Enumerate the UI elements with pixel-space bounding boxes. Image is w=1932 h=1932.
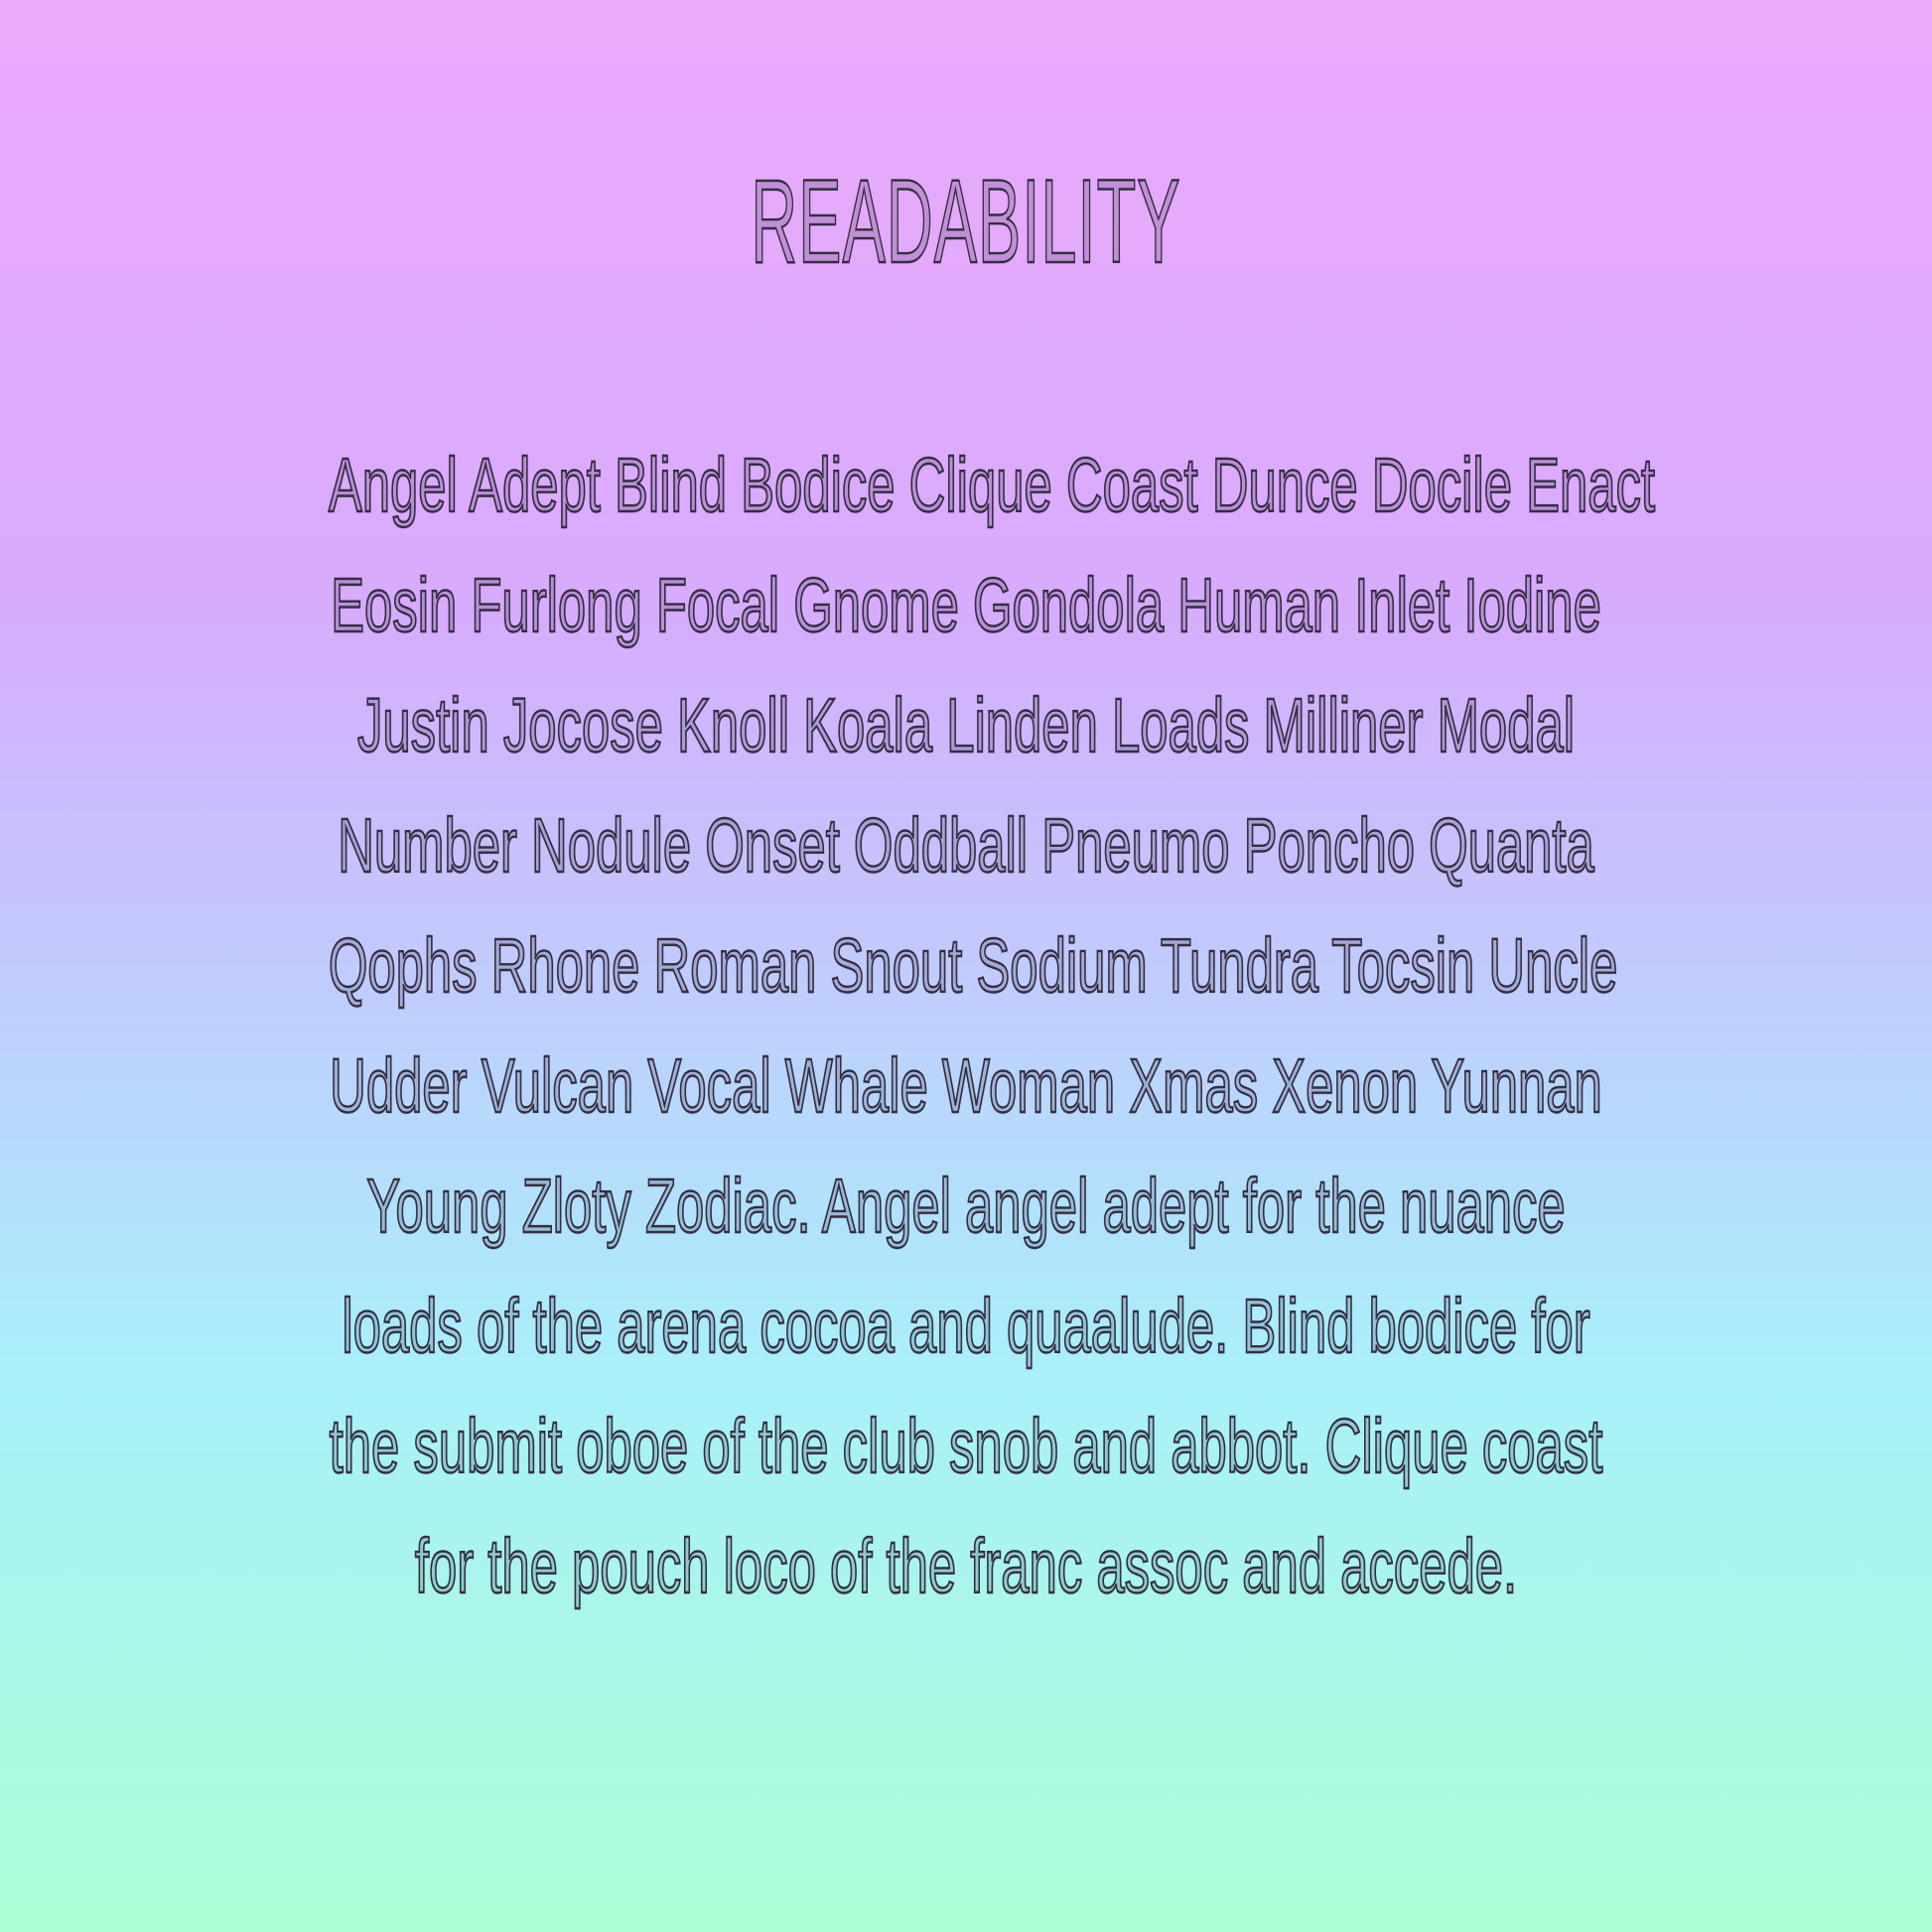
specimen-line: Number Nodule Onset Oddball Pneumo Poncho Quanta [338,803,1594,889]
specimen-line: Eosin Furlong Focal Gnome Gondola Human Inlet Iodine [331,563,1601,648]
specimen-line: Udder Vulcan Vocal Whale Woman Xmas Xenon Yunnan [330,1043,1602,1129]
specimen-line: for the pouch loco of the franc assoc and accede. [414,1524,1518,1609]
specimen-text-block [0,426,1932,1627]
page-title: READABILITY [751,155,1181,288]
specimen-line: Justin Jocose Knoll Koala Linden Loads Milliner Modal [356,683,1576,768]
specimen-line: Qophs Rhone Roman Snout Sodium Tundra Tocsin Uncle [328,923,1618,1009]
specimen-line: loads of the arena cocoa and quaalude. Blind bodice for [342,1284,1590,1369]
specimen-line: Young Zloty Zodiac. Angel angel adept for the nuance [366,1164,1566,1249]
specimen-line: Angel Adept Blind Bodice Clique Coast Dunce Docile Enact [328,443,1656,528]
specimen-line: the submit oboe of the club snob and abbot. Clique coast [329,1404,1603,1489]
